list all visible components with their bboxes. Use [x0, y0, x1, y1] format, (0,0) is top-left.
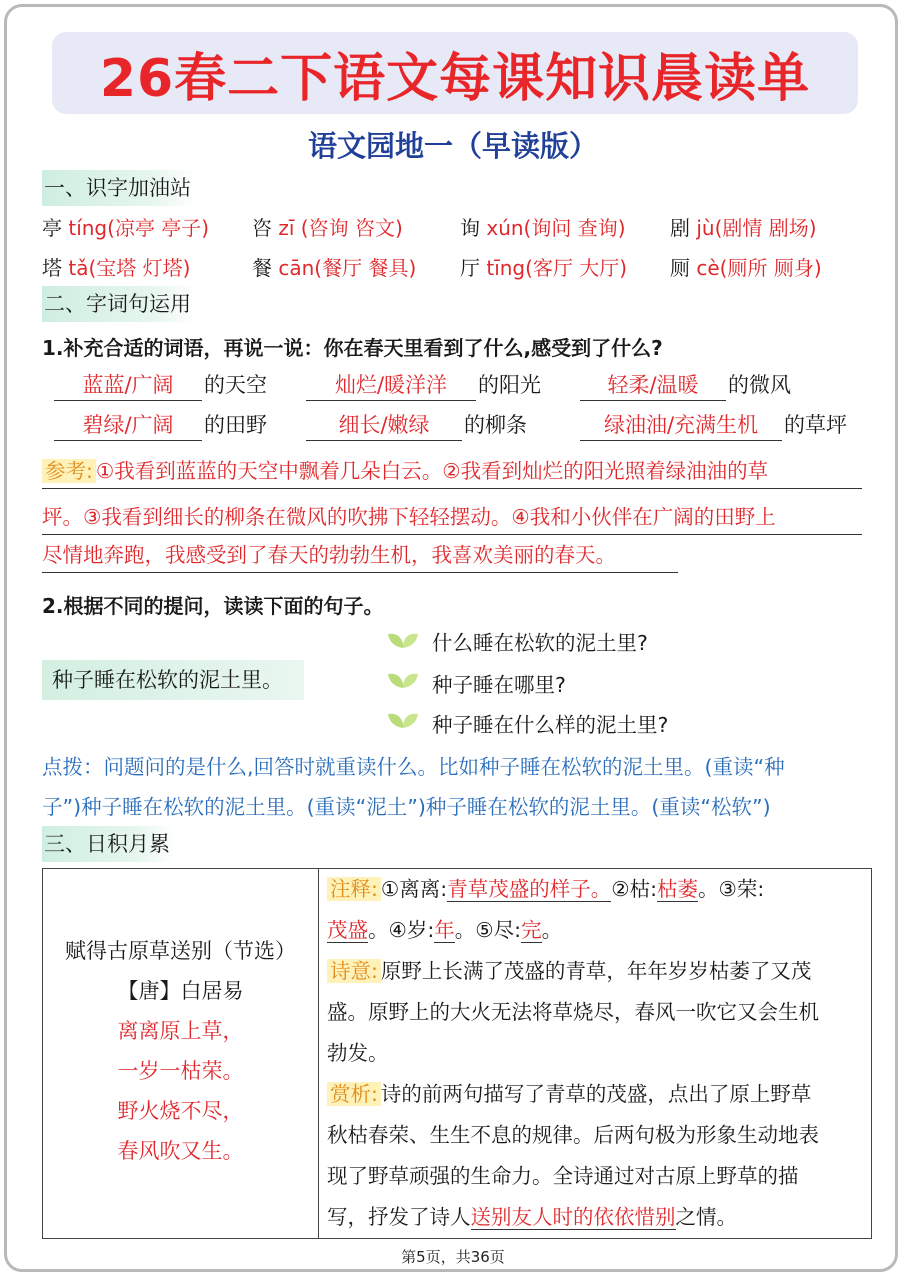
reference-answer-line: 参考: ①我看到蓝蓝的天空中飘着几朵白云。②我看到灿烂的阳光照着绿油油的草 — [42, 454, 862, 489]
reference-label: 参考: — [42, 459, 96, 483]
meaning-label: 诗意: — [327, 959, 381, 983]
fill-blank-phrase: 的草坪 — [784, 413, 847, 437]
reference-answer-line: 尽情地奔跑，我感受到了春天的勃勃生机，我喜欢美丽的春天。 — [42, 538, 678, 573]
char-entry: 塔 tǎ(宝塔 灯塔) — [42, 256, 191, 280]
question-2: 2.根据不同的提问，读读下面的句子。 — [42, 594, 384, 618]
prompt-question: 种子睡在哪里? — [432, 673, 566, 697]
reference-answer-line: 坪。③我看到细长的柳条在微风的吹拂下轻轻摆动。④我和小伙伴在广阔的田野上 — [42, 500, 862, 535]
fill-blank-answer: 细长/嫩绿 — [306, 410, 462, 441]
meaning-line: 盛。原野上的大火无法将草烧尽，春风一吹它又会生机 — [327, 1000, 819, 1024]
fill-blank-answer: 绿油油/充满生机 — [580, 410, 782, 441]
title-banner — [52, 32, 858, 114]
poem-table — [42, 868, 872, 1239]
fill-blank-answer: 蓝蓝/广阔 — [54, 370, 202, 401]
poem-title: 赋得古原草送别（节选） — [65, 939, 296, 963]
poem-line: 野火烧不尽， — [117, 1099, 244, 1123]
char-entry: 亭 tíng(凉亭 亭子) — [42, 216, 210, 240]
sprout-icon — [386, 668, 420, 690]
question-1: 1.补充合适的词语，再说一说：你在春天里看到了什么,感受到了什么? — [42, 336, 663, 360]
poem-line: 离离原上草， — [117, 1019, 244, 1043]
poem-cell — [43, 869, 319, 1239]
char-entry: 剧 jù(剧情 剧场) — [670, 216, 817, 240]
sprout-icon — [386, 708, 420, 730]
page-number: 第5页，共36页 — [401, 1248, 505, 1266]
char-entry: 厕 cè(厕所 厕身) — [670, 256, 822, 280]
section-heading-words: 二、字词句运用 — [42, 286, 197, 322]
fill-blank-phrase: 的柳条 — [464, 413, 527, 437]
char-entry: 询 xún(询问 查询) — [460, 216, 626, 240]
meaning-line: 勃发。 — [327, 1041, 389, 1065]
meaning-line: 诗意: 原野上长满了茂盛的青草，年年岁岁枯萎了又茂 — [319, 951, 871, 992]
poem-author: 【唐】白居易 — [117, 979, 244, 1003]
fill-blank-answer: 灿烂/暖洋洋 — [306, 370, 476, 401]
appreciation-line: 秋枯春荣、生生不息的规律。后两句极为形象生动地表 — [327, 1123, 819, 1147]
fill-blank-answer: 轻柔/温暖 — [580, 370, 726, 401]
appreciation-line: 现了野草顽强的生命力。全诗通过对古原上野草的描 — [327, 1164, 799, 1188]
example-sentence: 种子睡在松软的泥土里。 — [42, 660, 304, 700]
char-entry: 咨 zī (咨询 咨文) — [252, 216, 403, 240]
poem-line: 春风吹又生。 — [117, 1139, 244, 1163]
fill-blank-phrase: 的天空 — [204, 373, 267, 397]
notes-label: 注释: — [327, 877, 381, 901]
sprout-icon — [386, 628, 420, 650]
poem-line: 一岁一枯荣。 — [117, 1059, 244, 1083]
char-entry: 餐 cān(餐厅 餐具) — [252, 256, 417, 280]
lesson-subtitle: 语文园地一（早读版） — [307, 129, 598, 163]
notes-line: 茂盛。④岁:年。⑤尽:完。 — [327, 918, 563, 942]
prompt-question: 种子睡在什么样的泥土里? — [432, 713, 669, 737]
page-title: 26春二下语文每课知识晨读单 — [99, 48, 811, 109]
char-entry: 厅 tīng(客厅 大厅) — [460, 256, 628, 280]
prompt-question: 什么睡在松软的泥土里? — [432, 631, 648, 655]
appreciation-line: 写，抒发了诗人送别友人时的依依惜别之情。 — [327, 1205, 737, 1229]
tip-line: 点拨：问题问的是什么,回答时就重读什么。比如种子睡在松软的泥土里。(重读“种 — [42, 755, 785, 779]
fill-blank-answer: 碧绿/广阔 — [54, 410, 202, 441]
poem-notes-cell — [319, 869, 872, 1239]
section-heading-accumulation: 三、日积月累 — [42, 826, 176, 862]
fill-blank-phrase: 的田野 — [204, 413, 267, 437]
appreciation-line: 赏析: 诗的前两句描写了青草的茂盛，点出了原上野草 — [319, 1074, 871, 1115]
fill-blank-phrase: 的阳光 — [478, 373, 541, 397]
appreciation-label: 赏析: — [327, 1082, 381, 1106]
section-heading-characters: 一、识字加油站 — [42, 170, 197, 206]
tip-line: 子”)种子睡在松软的泥土里。(重读“泥土”)种子睡在松软的泥土里。(重读“松软”) — [42, 795, 771, 819]
notes-line: 注释: ①离离:青草茂盛的样子。②枯:枯萎。③荣: — [319, 869, 871, 910]
fill-blank-phrase: 的微风 — [728, 373, 791, 397]
